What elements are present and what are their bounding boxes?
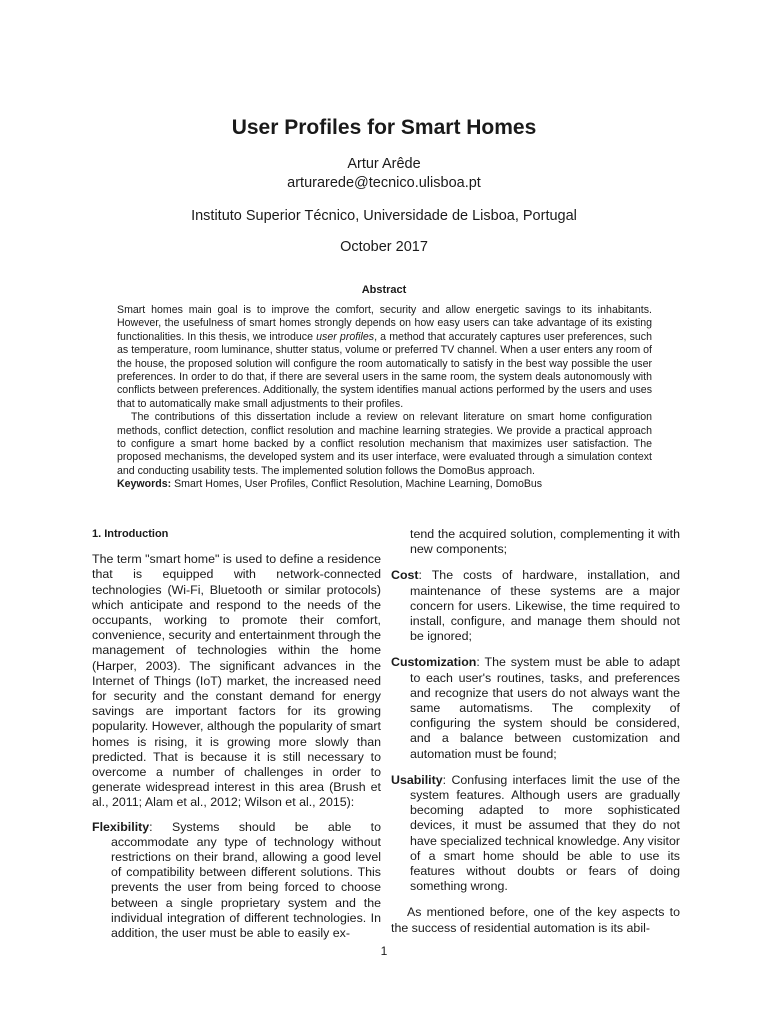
intro-paragraph: The term "smart home" is used to define a residence that is equipped with network-connected technologies (Wi-Fi, Bluetooth or similar protocols) which anticipate and respond to the needs of the occupants, working to promote their comfort, convenience, security and entertainment through the management of technologies within the home (Harper, 2003). The significant advances in the Internet of Things (IoT) market, the increased need for security and the constant demand for energy savings are important factors for its growing popularity. However, although the popularity of smart homes is rising, it is growing more slowly than predicted. That is because it is still necessary to overcome a number of challenges in order to generate widespread interest in this area (Brush et al., 2011; Alam et al., 2012; Wilson et al., 2015): [92,552,381,810]
keywords [117,478,652,491]
intro-paragraph-continued: As mentioned before, one of the key aspects to the success of residential automation is its abil- [391,905,680,935]
section-heading-introduction: 1. Introduction [92,528,169,540]
abstract-body [117,304,652,492]
affiliation: Instituto Superior Técnico, Universidade de Lisboa, Portugal [191,208,577,224]
author-name: Artur Arêde [347,156,421,172]
abstract-paragraph-2: The contributions of this dissertation include a review on relevant literature on smart home configuration methods, conflict detection, conflict resolution and machine learning strategies. We provide a practical approach to configure a smart home backed by a conflict resolution mechanism that maximizes user satisfaction. The proposed mechanisms, the developed system and its user interface, were evaluated through a simulation context and conducting usability tests. The implemented solution follows the DomoBus approach. [117,411,652,477]
paper-title: User Profiles for Smart Homes [231,116,537,139]
abstract-emphasis: user profiles [316,330,375,343]
abstract-paragraph-1: Smart homes main goal is to improve the comfort, security and allow energetic savings to its inhabitants. However, the usefulness of smart homes strongly depends on how easy users can take advantage of its existing functionalities. In this thesis, we introduce user profiles, a method that accurately captures user preferences, such as temperature, room luminance, shutter status, volume or preferred TV channel. When a user enters any room of the house, the proposed solution will configure the room automatically to satisfy in the best way possible the user preferences. In order to do that, if there are several users in the same room, the system deals autonomously with conflicts between preferences. Additionally, the system identifies manual actions performed by the users and uses that to automatically make small adjustments to their profiles. [117,304,652,410]
page-number: 1 [380,944,388,958]
abstract-heading: Abstract [361,284,407,296]
left-column [92,527,381,941]
challenge-flexibility-continued: tend the acquired solution, complementing it with new components; [410,527,680,557]
paper-date: October 2017 [340,239,428,255]
right-column [391,527,680,936]
challenge-usability: Usability: Confusing interfaces limit the use of the system features. Although users are gradually becoming adapted to more sophisticated devices, it must be assumed that they do not have specialized technical knowledge. Any visitor of a smart home should be able to use its features without doubts or fears of doing something wrong. [391,772,680,894]
challenge-flexibility: Flexibility: Systems should be able to accommodate any type of technology without restrictions on their brand, allowing a good level of compatibility between different solutions. This prevents the user from being forced to choose between a single proprietary system and the individual integration of different technologies. In addition, the user must be able to easily ex- [92,819,381,941]
challenge-customization: Customization: The system must be able to adapt to each user's routines, tasks, and preferences and recognize that users do not always want the same automatisms. The complexity of configuring the system should be considered, and a balance between customization and automation must be found; [391,655,680,761]
author-email: arturarede@tecnico.ulisboa.pt [287,175,481,191]
keywords-label: Keywords: [117,478,172,491]
challenge-cost: Cost: The costs of hardware, installation, and maintenance of these systems are a major concern for users. Likewise, the time required to install, configure, and manage them should not be ignored; [391,568,680,644]
keywords-list: Smart Homes, User Profiles, Conflict Resolution, Machine Learning, DomoBus [171,478,543,491]
